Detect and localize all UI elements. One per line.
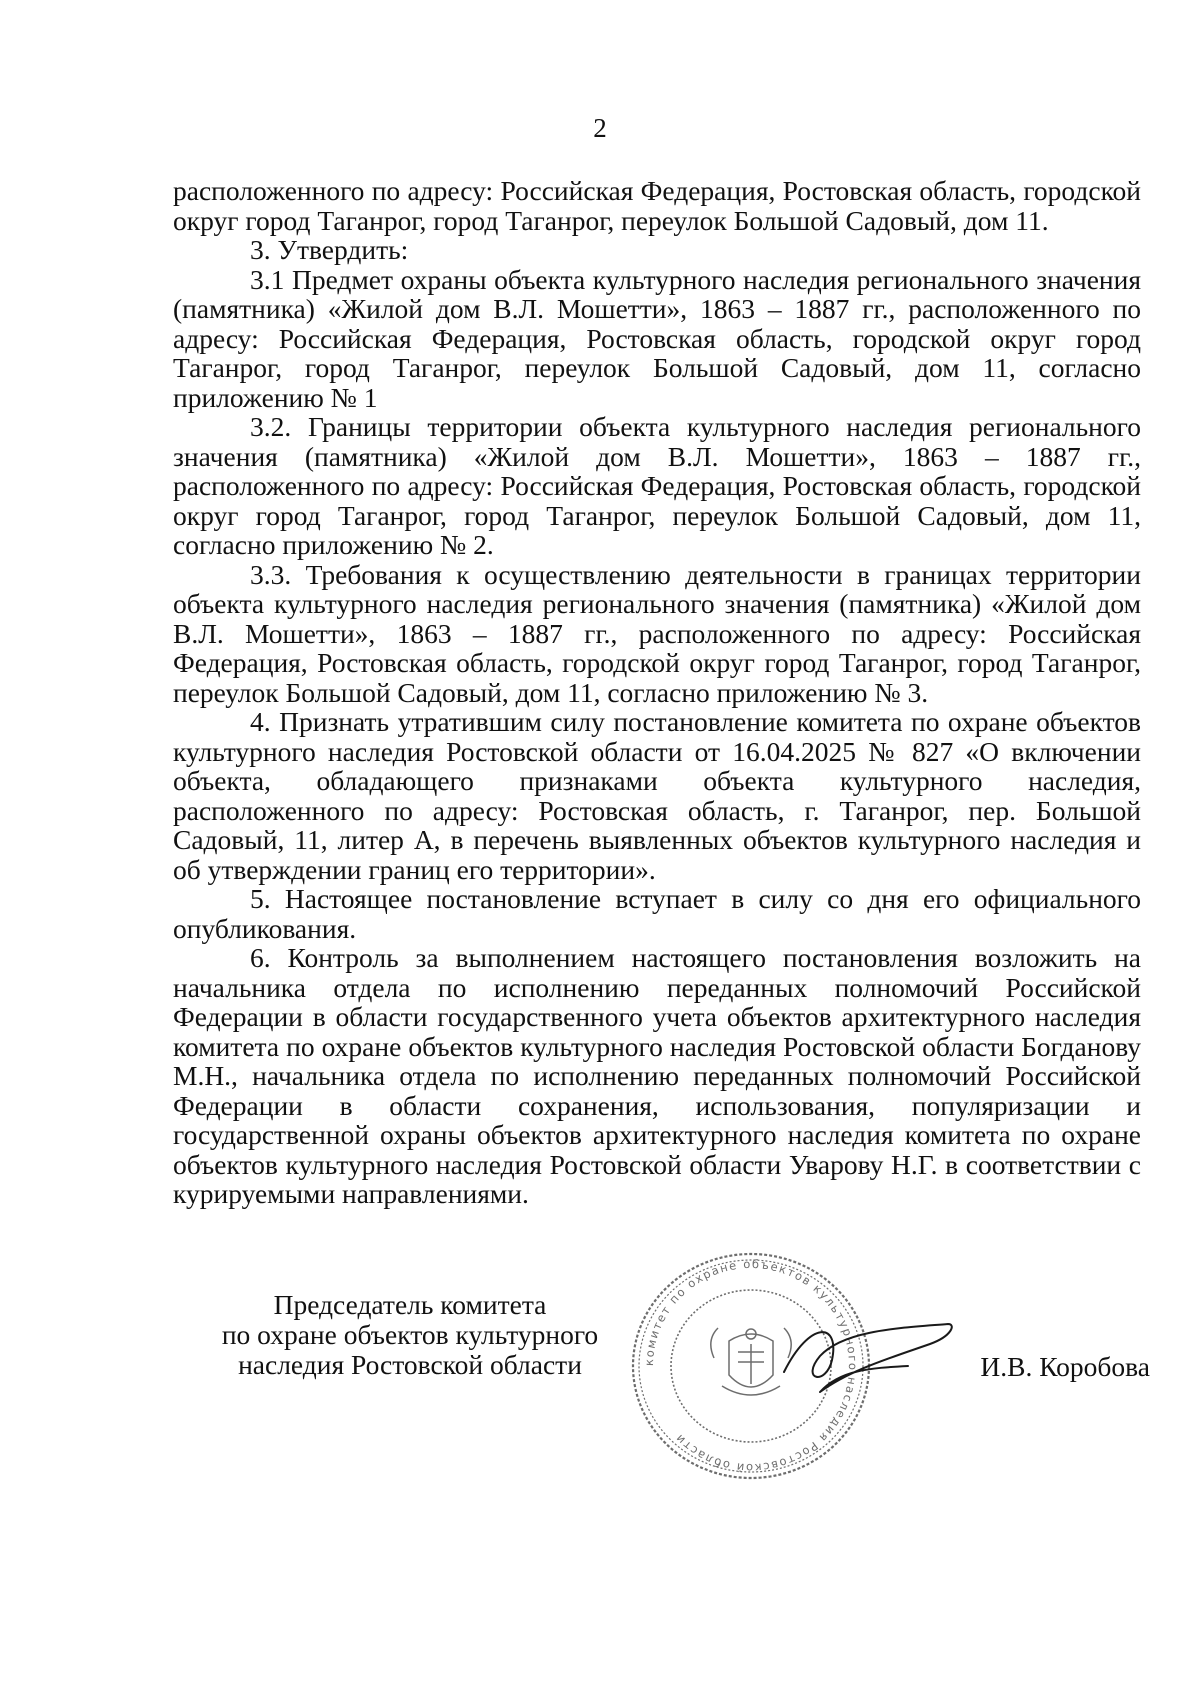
paragraph-3-3: 3.3. Требования к осуществлению деятельности в границах территории объекта культурного наследия регионального значения (памятника) «Жилой дом В.Л. Мошетти», 1863 – 1887 гг., расположенного по адресу: Российская Федерация, Ростовская область, городской округ город Таганрог, город Таганрог, переулок Большой Садовый, дом 11, согласно приложению № 3.	[173, 558, 1141, 708]
signatory-title	[190, 1290, 630, 1380]
signatory-title-line: наследия Ростовской области	[238, 1349, 582, 1380]
paragraph-address-continuation: расположенного по адресу: Российская Федерация, Ростовская область, городской округ город Таганрог, город Таганрог, переулок Большой Садовый, дом 11.	[173, 175, 1141, 236]
signatory-title-line: Председатель комитета	[273, 1289, 547, 1320]
signatory-name: И.В. Коробова	[980, 1351, 1150, 1382]
paragraph-4: 4. Признать утратившим силу постановление комитета по охране объектов культурного наследия Ростовской области от 16.04.2025 № 827 «О включении объекта, обладающего признаками объекта культурного наследия, расположенного по адресу: Ростовская область, г. Таганрог, пер. Большой Садовый, 11, литер А, в перечень выявленных объектов культурного наследия и об утверждении границ его территории».	[173, 706, 1141, 885]
paragraph-3-1: 3.1 Предмет охраны объекта культурного наследия регионального значения (памятника) «Жилой дом В.Л. Мошетти», 1863 – 1887 гг., расположенного по адресу: Российская Федерация, Ростовская область, городской округ город Таганрог, город Таганрог, переулок Большой Садовый, дом 11, согласно приложению № 1	[173, 263, 1141, 413]
page-number: 2	[593, 113, 607, 143]
seal-ring-text-path: комитет по охране объектов культурного наследия Ростовской области	[641, 1256, 861, 1476]
paragraph-approve-heading: 3. Утвердить:	[250, 234, 409, 265]
handwritten-signature	[780, 1310, 960, 1400]
signatory-title-line: по охране объектов культурного	[221, 1319, 599, 1350]
paragraph-6: 6. Контроль за выполнением настоящего постановления возложить на начальника отдела по исполнению переданных полномочий Российской Федерации в области государственного учета объектов архитектурного наследия комитета по охране объектов культурного наследия Ростовской области Богданову М.Н., начальника отдела по исполнению переданных полномочий Российской Федерации в области сохранения, использования, популяризации и государственной охраны объектов архитектурного наследия комитета по охране объектов культурного наследия Ростовской области Уварову Н.Г. в соответствии с курируемыми направлениями.	[173, 942, 1141, 1209]
paragraph-3-2: 3.2. Границы территории объекта культурного наследия регионального значения (памятника) «Жилой дом В.Л. Мошетти», 1863 – 1887 гг., расположенного по адресу: Российская Федерация, Ростовская область, городской округ город Таганрог, город Таганрог, переулок Большой Садовый, дом 11, согласно приложению № 2.	[173, 411, 1141, 560]
document-body	[173, 176, 1141, 1209]
paragraph-5: 5. Настоящее постановление вступает в силу со дня его официального опубликования.	[173, 883, 1141, 944]
